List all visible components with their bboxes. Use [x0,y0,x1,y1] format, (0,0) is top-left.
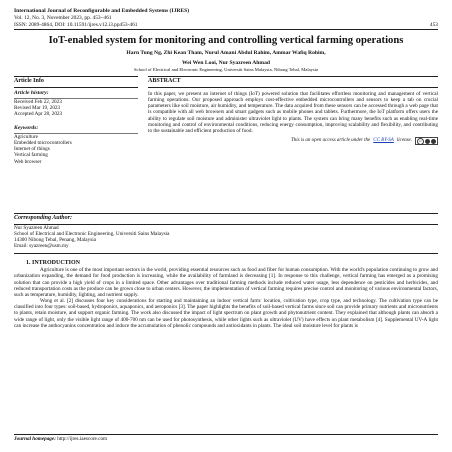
by-icon [425,139,430,144]
authors-line-2: Wei Wen Looi, Nur Syazreen Ahmad [182,60,270,67]
abstract-heading: ABSTRACT [148,76,438,88]
license-link[interactable]: CC BY-SA [373,138,394,144]
footer-label: Journal homepage: [14,436,56,442]
abstract-text: In this paper, we present an internet of things (IoT) powered solution that facilitates effortless monitoring and management of vertical farming operations. Our proposed approach employs cost-effective embedded microcontrollers and sensors to keep a tab on crucial parameters like soil moisture, air humidity, and temperature. The data acquired from these sensors can be accessed through a web page that is compatible with all web browsers and smart gadgets such as mobile phones and tablets. Furthermore, the IoT platform offers users the ability to regulate soil moisture and administer ultraviolet light to plants. The system can bring many benefits such as enabling real-time monitoring and control of environmental conditions, reducing energy consumption, improving scalability and flexibility, and contributing to the sustainable and efficient production of food. [148,90,438,135]
license-prefix: This is an open access article under the [290,138,371,144]
keyword: Agriculture [14,133,38,140]
keyword: Vertical farming [14,152,48,159]
abstract-column [148,76,438,165]
page-number: 453 [429,21,438,28]
corresponding-address: 14300 Nibong Tebal, Penang, Malaysia [14,237,96,244]
history-date: Revised Mar 19, 2023 [14,104,61,111]
corresponding-author [14,213,438,254]
journal-header [14,8,438,30]
history-date: Accepted Apr 28, 2023 [14,111,63,118]
keyword: Web browser [14,158,42,165]
introduction-heading: 1. INTRODUCTION [26,259,81,266]
corresponding-email[interactable]: Email: syazreen@usm.my [14,243,69,250]
article-info-column [14,76,138,165]
volume-info: Vol. 12, No. 3, November 2023, pp. 453~461 [14,15,112,21]
history-label: Article history: [14,90,138,99]
history-date: Received Feb 22, 2023 [14,98,62,105]
journal-footer [14,434,438,443]
keyword: Internet of things [14,146,50,153]
cc-license-badge-icon [415,137,438,145]
introduction-paragraph-2: Wong et al. [2] discusses four key considerations for starting and maintaining an indoor vertical farm: location, cultivation type, crop type, and technology. The cultivation type can be classified into four types: soil-based, hydroponics, aquaponics, and aeroponics [3]. The paper highlights the benefits of soil-based vertical farms since soil can provide primary nutrients and micronutrients to plants, retain moisture, and support organic farming. The work also discussed the impact of light spectrum on plant growth and phytonutrient content. They explained that although plants can absorb a wide range of light, only the visible light range of 400-700 nm can be used for photosynthesis, while other lights such as ultraviolet (UV) have effects on plant metabolism [4]. Supplemental UV-A light can increase the anthocyanins concentration and induce the accumulation of phenolic compounds and antioxidants in plants. The ideal soil moisture level for plants is [14,298,438,329]
paper-title: IoT-enabled system for monitoring and controlling vertical farming operations [48,35,404,47]
introduction-paragraph-1: Agriculture is one of the most important sectors in the world, providing essential resources such as food and fiber for human consumption. With the world's population continuing to grow and urbanization expanding, the demand for food production is increasing, while the availability of farmland is decreasing [1]. In response to this challenge, vertical farming has emerged as a promising solution that can provide a high yield of crops in a limited space. Other advantages over traditional farming methods include reduced water usage, less dependence on pesticides and herbicides, and reduced transportation costs as the produce can be grown close to urban centers. However, the implementation of vertical farming requires precise control and monitoring of various environmental factors, such as temperature, humidity, lighting, and nutrient supply. [14,267,438,298]
corresponding-label: Corresponding Author: [14,213,438,225]
affiliation: School of Electrical and Electronic Engineering, Universiti Sains Malaysia, Nibong Tebal, Malaysia [133,67,319,73]
sa-icon [431,139,436,144]
info-abstract-columns [14,76,438,165]
introduction-section [14,260,438,329]
keyword: Embedded microcontrollers [14,139,72,146]
footer-url[interactable]: http://ijres.iaescore.com [57,436,108,442]
keywords-label: Keywords: [14,125,138,134]
header-rule [14,29,438,30]
corresponding-rule [14,253,438,254]
issn-row [14,22,438,29]
license-suffix: license. [396,138,412,144]
issn-doi: ISSN: 2089-4864, DOI: 10.11591/ijres.v12.i3.pp453-461 [14,21,138,28]
paper-page [14,8,438,329]
cc-badge-text: cc [417,138,424,145]
journal-name: International Journal of Reconfigurable and Embedded Systems (IJRES) [14,8,190,14]
authors-line-1: Harn Tung Ng, Zhi Kean Tham, Nurul Amani Abdul Rahim, Ammar Wafiq Rohim, [126,50,326,57]
corresponding-name: Nur Syazreen Ahmad [14,224,59,231]
license-line [148,137,438,145]
corresponding-school: School of Electrical and Electronic Engineering, Universiti Sains Malaysia [14,230,170,237]
article-info-heading: Article Info [14,76,138,88]
